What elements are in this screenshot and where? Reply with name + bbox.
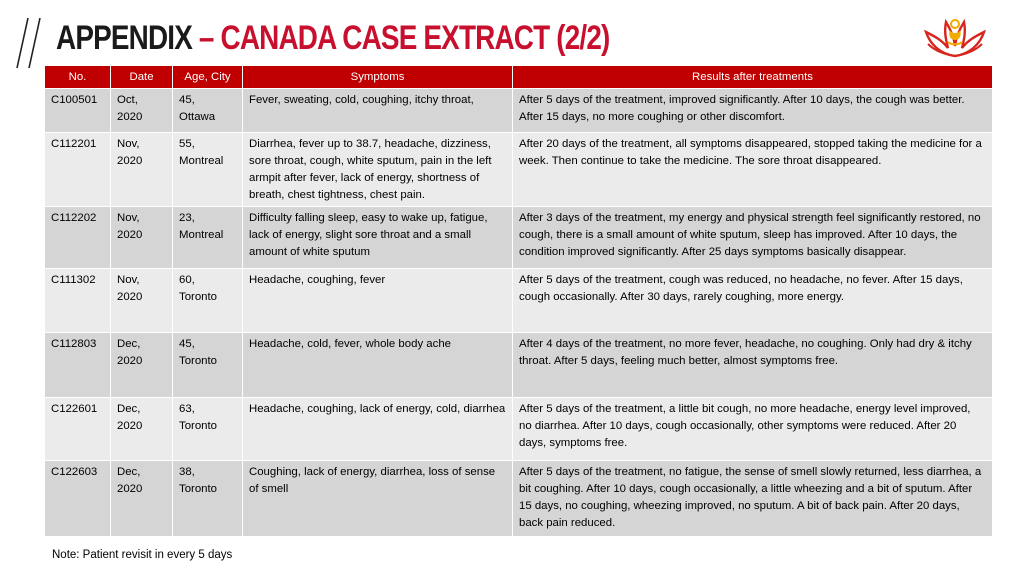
case-age-city (173, 398, 243, 461)
case-year: 2020 (117, 155, 143, 167)
case-month: Dec, (117, 338, 141, 350)
case-city: Montreal (179, 229, 224, 241)
case-city: Montreal (179, 155, 224, 167)
case-symptoms: Diarrhea, fever up to 38.7, headache, dizziness, sore throat, cough, white sputum, pain in the left armpit after fever, lack of energy, shortness of breath, chest tightness, chest pain. (243, 133, 513, 207)
case-results: After 5 days of the treatment, a little bit cough, no more headache, energy level improved, no diarrhea. After 10 days, cough occasionally, other symptoms were reduced. After 20 days, symptoms free. (513, 398, 993, 461)
table-row (45, 207, 993, 269)
case-table (44, 65, 993, 537)
case-number: C112202 (45, 207, 111, 269)
case-results: After 4 days of the treatment, no more fever, headache, no coughing. Only had dry & itchy throat. After 5 days, feeling much better, almost symptoms free. (513, 333, 993, 398)
case-city: Toronto (179, 355, 217, 367)
case-number: C112803 (45, 333, 111, 398)
lotus-logo-icon (920, 14, 990, 60)
column-header-no: No. (45, 66, 111, 89)
case-symptoms: Headache, coughing, fever (243, 269, 513, 333)
slide-title (56, 14, 609, 62)
case-results: After 3 days of the treatment, my energy and physical strength feel significantly restored, no cough, there is a small amount of white sputum, sleep has improved. After 10 days, the condition improved significantly. After 25 days symptoms basically disappear. (513, 207, 993, 269)
case-month: Nov, (117, 138, 140, 150)
case-year: 2020 (117, 420, 143, 432)
case-date (111, 269, 173, 333)
case-results: After 5 days of the treatment, improved significantly. After 10 days, the cough was better. After 15 days, no more coughing or other discomfort. (513, 89, 993, 133)
case-month: Oct, (117, 94, 138, 106)
case-number: C100501 (45, 89, 111, 133)
column-header-date: Date (111, 66, 173, 89)
case-symptoms: Headache, cold, fever, whole body ache (243, 333, 513, 398)
case-month: Nov, (117, 274, 140, 286)
table-row (45, 461, 993, 537)
case-age: 55, (179, 138, 195, 150)
case-symptoms: Difficulty falling sleep, easy to wake up, fatigue, lack of energy, slight sore throat and a small amount of white sputum (243, 207, 513, 269)
case-month: Nov, (117, 212, 140, 224)
table-row (45, 133, 993, 207)
case-age-city (173, 207, 243, 269)
case-age-city (173, 89, 243, 133)
case-city: Ottawa (179, 111, 216, 123)
case-city: Toronto (179, 291, 217, 303)
table-row (45, 269, 993, 333)
table-row (45, 333, 993, 398)
case-date (111, 398, 173, 461)
case-month: Dec, (117, 403, 141, 415)
case-age: 60, (179, 274, 195, 286)
case-month: Dec, (117, 466, 141, 478)
case-date (111, 333, 173, 398)
case-results: After 20 days of the treatment, all symptoms disappeared, stopped taking the medicine for a week. Then continue to take the medicine. The sore throat disappeared. (513, 133, 993, 207)
case-age-city (173, 461, 243, 537)
case-age: 63, (179, 403, 195, 415)
case-number: C112201 (45, 133, 111, 207)
case-number: C111302 (45, 269, 111, 333)
table-header-row (45, 66, 993, 89)
case-age: 45, (179, 338, 195, 350)
case-age: 38, (179, 466, 195, 478)
case-symptoms: Headache, coughing, lack of energy, cold, diarrhea (243, 398, 513, 461)
case-city: Toronto (179, 483, 217, 495)
column-header-age-city: Age, City (173, 66, 243, 89)
case-city: Toronto (179, 420, 217, 432)
case-date (111, 207, 173, 269)
case-number: C122603 (45, 461, 111, 537)
case-year: 2020 (117, 111, 143, 123)
case-age: 23, (179, 212, 195, 224)
case-age-city (173, 333, 243, 398)
title-highlight: – CANADA CASE EXTRACT (2/2) (198, 19, 610, 57)
case-date (111, 461, 173, 537)
case-age: 45, (179, 94, 195, 106)
footnote: Note: Patient revisit in every 5 days (52, 549, 233, 561)
column-header-symptoms: Symptoms (243, 66, 513, 89)
table-row (45, 89, 993, 133)
case-age-city (173, 269, 243, 333)
case-date (111, 133, 173, 207)
case-results: After 5 days of the treatment, no fatigue, the sense of smell slowly returned, less diarrhea, a bit coughing. After 10 days, cough occasionally, a little wheezing and a bit of sputum. After 15 days, no coughing, wheezing improved, no sputum. A bit of back pain. After 20 days, back pain reduced. (513, 461, 993, 537)
case-symptoms: Fever, sweating, cold, coughing, itchy throat, (243, 89, 513, 133)
case-year: 2020 (117, 291, 143, 303)
column-header-results: Results after treatments (513, 66, 993, 89)
case-year: 2020 (117, 229, 143, 241)
case-date (111, 89, 173, 133)
table-row (45, 398, 993, 461)
case-year: 2020 (117, 355, 143, 367)
case-results: After 5 days of the treatment, cough was reduced, no headache, no fever. After 15 days, cough occasionally. After 30 days, rarely coughing, more energy. (513, 269, 993, 333)
title-prefix: APPENDIX (56, 19, 192, 57)
case-number: C122601 (45, 398, 111, 461)
double-slash-decoration (14, 14, 46, 72)
case-age-city (173, 133, 243, 207)
case-symptoms: Coughing, lack of energy, diarrhea, loss of sense of smell (243, 461, 513, 537)
case-year: 2020 (117, 483, 143, 495)
